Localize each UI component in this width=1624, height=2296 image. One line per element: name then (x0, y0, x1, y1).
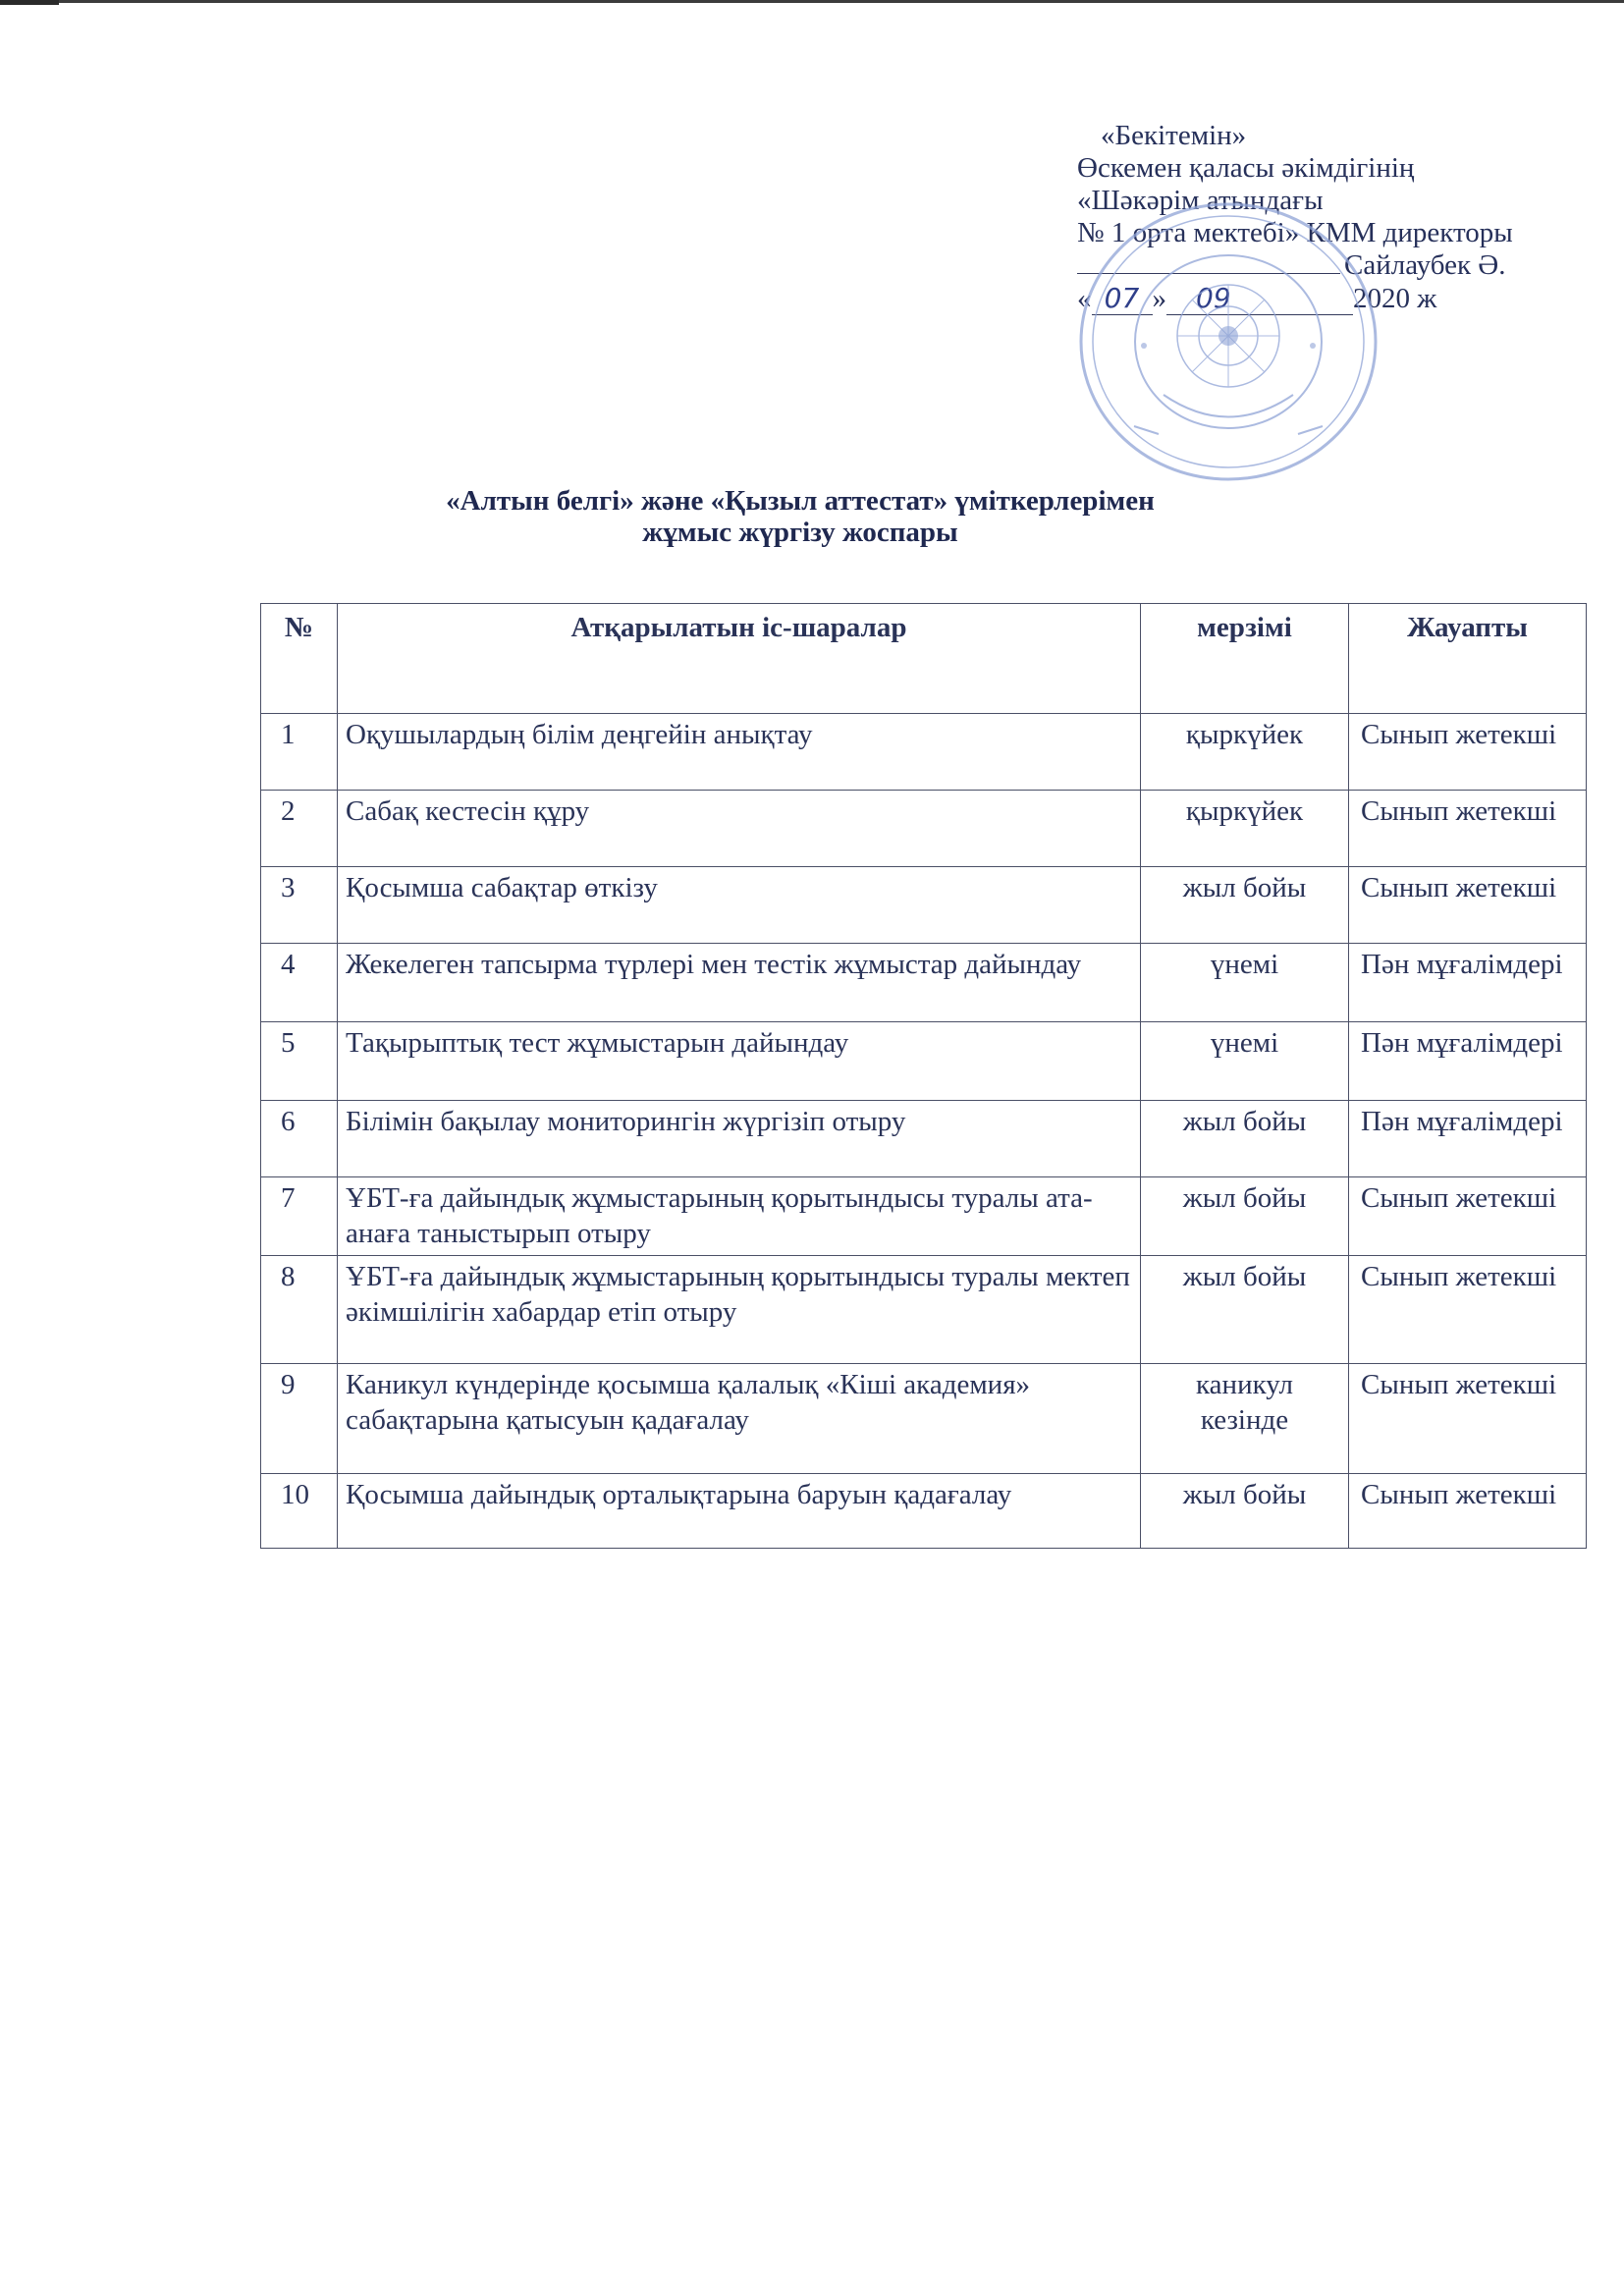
header-resp: Жауапты (1349, 604, 1587, 714)
row-resp-cell: Сынып жетекші (1349, 1364, 1587, 1474)
row-task-cell: Қосымша дайындық орталықтарына баруын қадағалау (338, 1474, 1141, 1549)
row-resp-cell: Сынып жетекші (1349, 1177, 1587, 1256)
row-task-cell: Сабақ кестесін құру (338, 791, 1141, 867)
row-num-cell: 2 (261, 791, 338, 867)
row-resp-cell: Пән мұғалімдері (1349, 1101, 1587, 1177)
header-task: Атқарылатын іс-шаралар (338, 604, 1141, 714)
row-term-cell: үнемі (1141, 1022, 1349, 1101)
date-month: 09 (1166, 282, 1353, 315)
row-term-cell: жыл бойы (1141, 1256, 1349, 1364)
row-resp-cell: Сынып жетекші (1349, 1256, 1587, 1364)
row-num-cell: 8 (261, 1256, 338, 1364)
document-title (236, 485, 1365, 548)
row-term-cell: қыркүйек (1141, 791, 1349, 867)
row-task-cell: Оқушылардың білім деңгейін анықтау (338, 714, 1141, 791)
title-line1: «Алтын белгі» және «Қызыл аттестат» үміткерлерімен (446, 485, 1155, 517)
table-row (261, 1177, 1587, 1256)
row-term-cell: жыл бойы (1141, 1101, 1349, 1177)
plan-table-body (261, 714, 1587, 1549)
row-term-cell: жыл бойы (1141, 867, 1349, 944)
row-num-cell: 7 (261, 1177, 338, 1256)
row-resp-cell: Сынып жетекші (1349, 791, 1587, 867)
row-task-cell: ҰБТ-ға дайындық жұмыстарының қорытындысы туралы мектеп әкімшілігін хабардар етіп отыру (338, 1256, 1141, 1364)
header-term: мерзімі (1141, 604, 1349, 714)
approval-org-line3: № 1 орта мектебі» КММ директоры (1077, 217, 1513, 248)
table-row (261, 944, 1587, 1022)
row-num-cell: 9 (261, 1364, 338, 1474)
row-resp-cell: Пән мұғалімдері (1349, 1022, 1587, 1101)
row-task-cell: ҰБТ-ға дайындық жұмыстарының қорытындысы туралы ата-анаға таныстырып отыру (338, 1177, 1141, 1256)
table-row (261, 1474, 1587, 1549)
row-resp-cell: Сынып жетекші (1349, 1474, 1587, 1549)
row-num-cell: 10 (261, 1474, 338, 1549)
row-term-cell: қыркүйек (1141, 714, 1349, 791)
table-row (261, 867, 1587, 944)
date-day: 07 (1092, 282, 1153, 315)
table-row (261, 791, 1587, 867)
row-task-cell: Тақырыптық тест жұмыстарын дайындау (338, 1022, 1141, 1101)
row-task-cell: Білімін бақылау мониторингін жүргізіп отыру (338, 1101, 1141, 1177)
table-row (261, 1022, 1587, 1101)
approval-org-line2: «Шәкәрім атындағы (1077, 185, 1324, 216)
header-num: № (261, 604, 338, 714)
date-quote-open: « (1077, 283, 1092, 314)
official-seal-stamp (1075, 198, 1381, 485)
row-num-cell: 1 (261, 714, 338, 791)
approval-heading: «Бекітемін» (1101, 120, 1247, 151)
date-year: 2020 ж (1353, 283, 1437, 314)
row-num-cell: 5 (261, 1022, 338, 1101)
row-task-cell: Жекелеген тапсырма түрлері мен тестік жұмыстар дайындау (338, 944, 1141, 1022)
title-line2: жұмыс жүргізу жоспары (642, 517, 958, 548)
row-term-cell: үнемі (1141, 944, 1349, 1022)
plan-table (260, 603, 1587, 1549)
row-resp-cell: Сынып жетекші (1349, 867, 1587, 944)
row-num-cell: 4 (261, 944, 338, 1022)
row-task-cell: Қосымша сабақтар өткізу (338, 867, 1141, 944)
table-row (261, 1101, 1587, 1177)
signer-name: Сайлаубек Ә. (1344, 249, 1506, 281)
approval-org-line1: Өскемен қаласы әкімдігінің (1077, 152, 1415, 184)
row-term-cell: каникул кезінде (1141, 1364, 1349, 1474)
row-term-cell: жыл бойы (1141, 1177, 1349, 1256)
table-row (261, 714, 1587, 791)
table-row (261, 1364, 1587, 1474)
row-resp-cell: Сынып жетекші (1349, 714, 1587, 791)
row-term-cell: жыл бойы (1141, 1474, 1349, 1549)
scan-corner-mark (0, 0, 59, 5)
scan-top-edge (0, 0, 1624, 3)
table-header-row (261, 604, 1587, 714)
row-num-cell: 6 (261, 1101, 338, 1177)
table-row (261, 1256, 1587, 1364)
date-quote-close: » (1152, 283, 1166, 314)
row-num-cell: 3 (261, 867, 338, 944)
row-task-cell: Каникул күндерінде қосымша қалалық «Кіші академия» сабақтарына қатысуын қадағалау (338, 1364, 1141, 1474)
row-resp-cell: Пән мұғалімдері (1349, 944, 1587, 1022)
